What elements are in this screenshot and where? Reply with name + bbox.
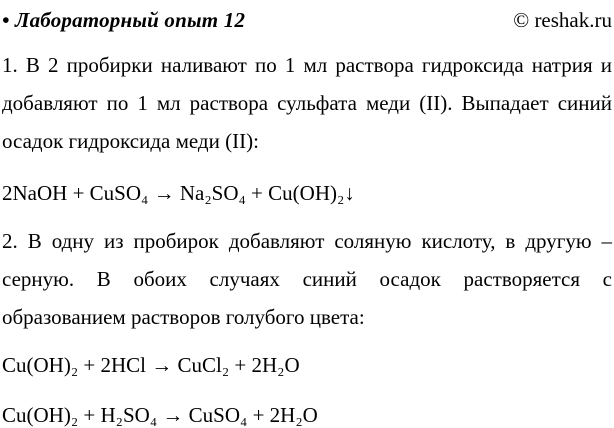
chemical-equation-cuoh2-h2so4: Cu(OH)₂ + H₂SO₄ → CuSO₄ + 2H₂O: [2, 403, 318, 427]
text-line: добавляют по 1 мл раствора сульфата меди (II). Выпадает синий: [2, 91, 612, 115]
text-line: 1. В 2 пробирки наливают по 1 мл раствора гидроксида натрия и: [2, 53, 612, 77]
copyright-watermark: © reshak.ru: [513, 8, 612, 32]
text-line: серную. В обоих случаях синий осадок растворяется с: [2, 267, 612, 291]
text-line: 2. В одну из пробирок добавляют соляную кислоту, в другую –: [2, 229, 612, 253]
header: [2, 4, 612, 36]
lab-experiment-title: • Лабораторный опыт 12: [2, 8, 246, 32]
text-line: образованием растворов голубого цвета:: [2, 305, 365, 329]
text-line: осадок гидроксида меди (II):: [2, 129, 259, 153]
paragraph-step-1: [2, 46, 612, 160]
chemical-equation-cuoh2-hcl: Cu(OH)₂ + 2HCl → CuCl₂ + 2H₂O: [2, 353, 300, 377]
chemical-equation-naoh-cuso4: 2NaOH + CuSO₄ → Na₂SO₄ + Cu(OH)₂↓: [2, 181, 355, 205]
paragraph-step-2: [2, 222, 612, 336]
